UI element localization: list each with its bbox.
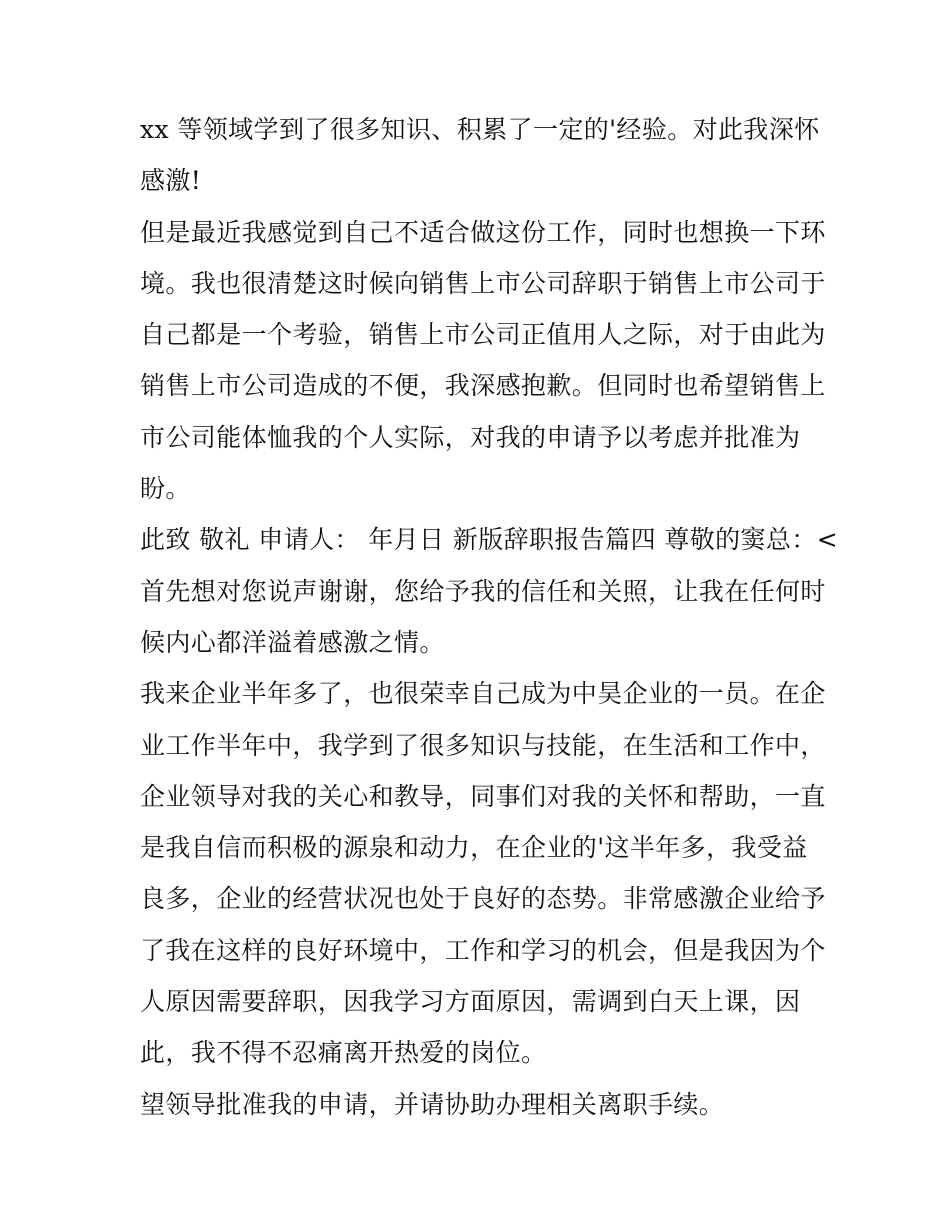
text-line: 良多，企业的经营状况也处于良好的态势。非常感激企业给予: [140, 884, 826, 914]
text-line: 此致 敬礼 申请人： 年月日 新版辞职报告篇四 尊敬的窦总：<: [140, 525, 839, 555]
text-line: 销售上市公司造成的不便，我深感抱歉。但同时也希望销售上: [140, 371, 826, 401]
text-line: xx 等领域学到了很多知识、积累了一定的'经验。对此我深怀: [140, 115, 820, 144]
text-line: 业工作半年中，我学到了很多知识与技能，在生活和工作中，: [140, 730, 826, 760]
text-line: 但是最近我感觉到自己不适合做这份工作，同时也想换一下环: [140, 217, 826, 247]
text-line: 首先想对您说声谢谢，您给予我的信任和关照，让我在任何时: [140, 576, 826, 606]
text-line: 是我自信而积极的源泉和动力，在企业的'这半年多，我受益: [140, 833, 808, 863]
text-line: 企业领导对我的关心和教导，同事们对我的关怀和帮助，一直: [140, 781, 826, 811]
document-body: [140, 104, 839, 1130]
text-line: 了我在这样的良好环境中，工作和学习的机会，但是我因为个: [140, 935, 826, 965]
text-line: 我来企业半年多了，也很荣幸自己成为中昊企业的一员。在企: [140, 679, 826, 709]
text-line: 此，我不得不忍痛离开热爱的岗位。: [140, 1038, 547, 1068]
text-line: 候内心都洋溢着感激之情。: [140, 627, 445, 657]
text-line: 望领导批准我的申请，并请协助办理相关离职手续。: [140, 1089, 725, 1119]
text-line: 感激!: [140, 166, 202, 196]
text-line: 市公司能体恤我的个人实际，对我的申请予以考虑并批准为: [140, 422, 801, 452]
text-line: 境。我也很清楚这时候向销售上市公司辞职于销售上市公司于: [140, 268, 826, 298]
text-line: 自己都是一个考验，销售上市公司正值用人之际，对于由此为: [140, 320, 826, 350]
text-line: 盼。: [140, 474, 191, 504]
text-line: 人原因需要辞职，因我学习方面原因，需调到白天上课，因: [140, 987, 801, 1017]
